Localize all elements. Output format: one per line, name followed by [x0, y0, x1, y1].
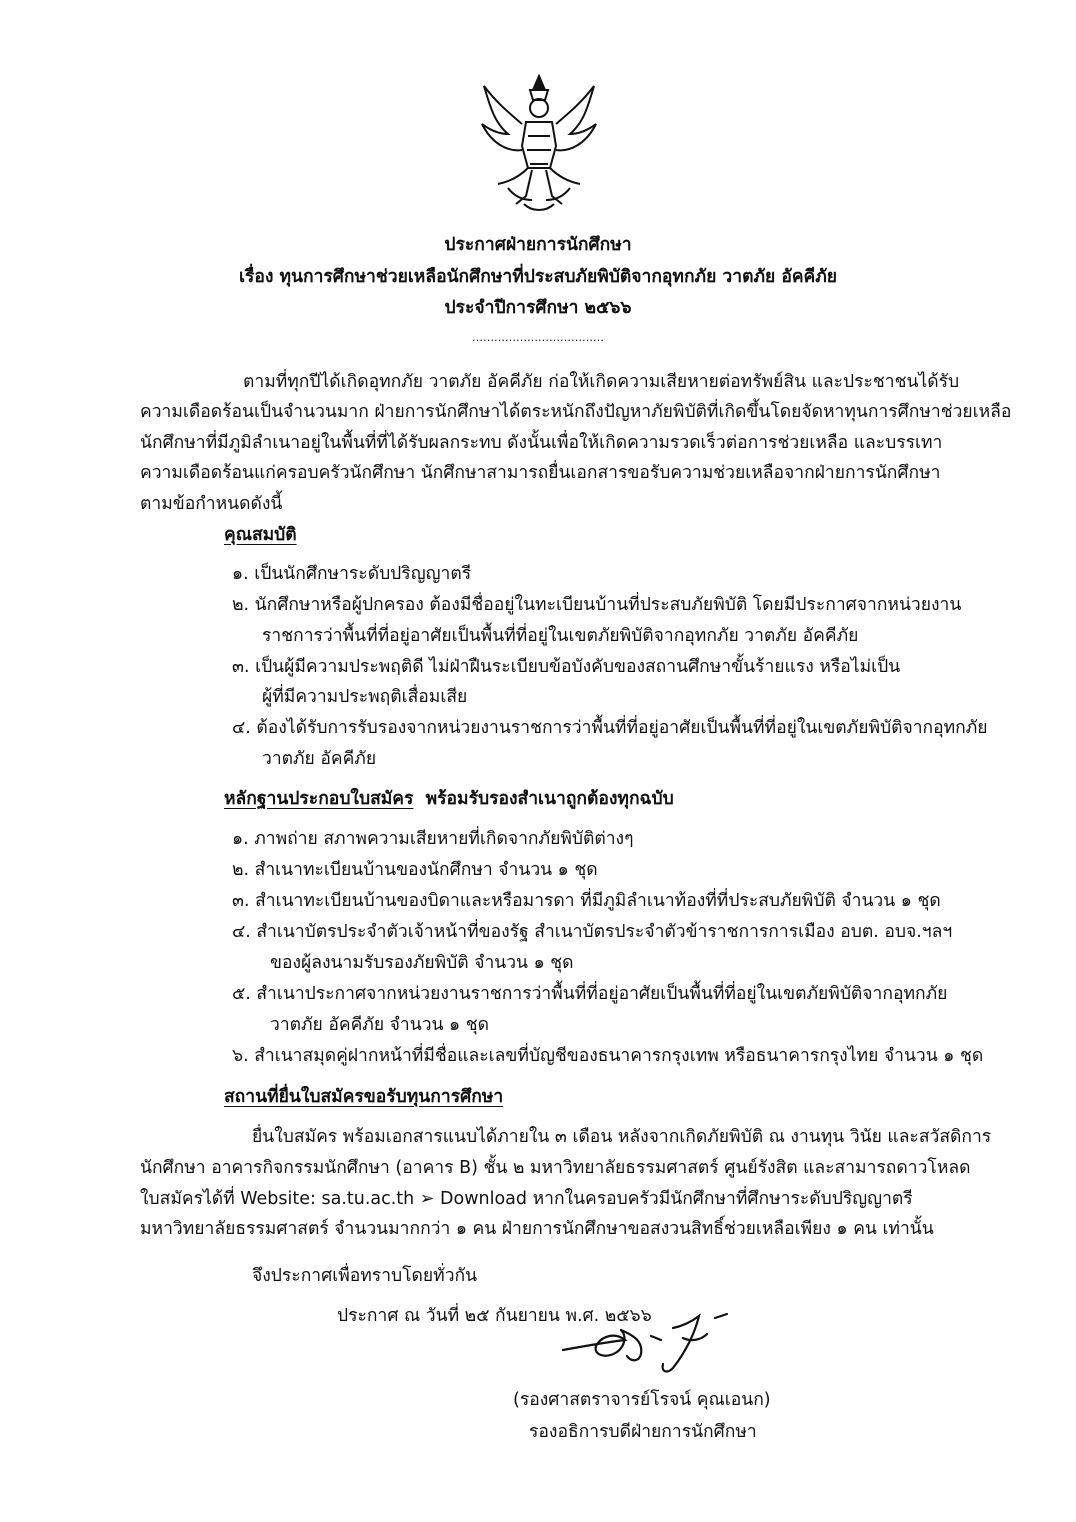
- location-line: ยื่นใบสมัคร พร้อมเอกสารแนบได้ภายใน ๓ เดือน หลังจากเกิดภัยพิบัติ ณ งานทุน วินัย และสวัสดิการ: [252, 1127, 992, 1147]
- qualification-item: ๒. นักศึกษาหรือผู้ปกครอง ต้องมีชื่ออยู่ในทะเบียนบ้านที่ประสบภัยพิบัติ โดยมีประกาศจากหน่วยงาน: [232, 595, 962, 615]
- header-subject: เรื่อง ทุนการศึกษาช่วยเหลือนักศึกษาที่ประสบภัยพิบัติจากอุทกภัย วาตภัย อัคคีภัย: [238, 267, 838, 287]
- qualification-item: ๑. เป็นนักศึกษาระดับปริญญาตรี: [232, 564, 472, 584]
- evidence-item: ๕. สำเนาประกาศจากหน่วยงานราชการว่าพื้นที่ที่อยู่อาศัยเป็นพื้นที่ที่อยู่ในเขตภัยพิบัติจากอุทกภัย: [232, 984, 948, 1004]
- intro-line: นักศึกษาที่มีภูมิลำเนาอยู่ในพื้นที่ที่ได้รับผลกระทบ ดังนั้นเพื่อให้เกิดความรวดเร็วต่อการช่วยเหลือ และบรรเทา: [140, 433, 943, 453]
- evidence-heading-row: [224, 791, 674, 809]
- qualifications-heading: คุณสมบัติ: [224, 525, 297, 545]
- intro-line: ตามที่ทุกปีได้เกิดอุทกภัย วาตภัย อัคคีภัย ก่อให้เกิดความเสียหายต่อทรัพย์สิน และประชาชนได้รับ: [243, 372, 960, 392]
- qualification-item: ๓. เป็นผู้มีความประพฤติดี ไม่ฝ่าฝืนระเบียบข้อบังคับของสถานศึกษาขั้นร้ายแรง หรือไม่เป็น: [232, 657, 901, 677]
- evidence-heading-suffix: พร้อมรับรองสำเนาถูกต้องทุกฉบับ: [425, 789, 674, 809]
- evidence-item: ๑. ภาพถ่าย สภาพความเสียหายที่เกิดจากภัยพิบัติต่างๆ: [232, 829, 634, 849]
- qualification-item-cont: ผู้ที่มีความประพฤติเสื่อมเสีย: [262, 687, 468, 707]
- evidence-item: ๖. สำเนาสมุดคู่ฝากหน้าที่มีชื่อและเลขที่บัญชีของธนาคารกรุงเทพ หรือธนาคารกรุงไทย จำนวน ๑ ชุด: [232, 1046, 984, 1066]
- header-year: ประจำปีการศึกษา ๒๕๖๖: [444, 298, 632, 318]
- location-heading: สถานที่ยื่นใบสมัครขอรับทุนการศึกษา: [224, 1087, 504, 1107]
- header-dots: ………………………………: [472, 331, 604, 344]
- intro-line: ความเดือดร้อนเป็นจำนวนมาก ฝ่ายการนักศึกษาได้ตระหนักถึงปัญหาภัยพิบัติที่เกิดขึ้นโดยจัดหาทุนการศึกษาช่วยเหลือ: [140, 402, 1012, 422]
- signer-title: รองอธิการบดีฝ่ายการนักศึกษา: [529, 1422, 757, 1442]
- header-line-1: ประกาศฝ่ายการนักศึกษา: [444, 235, 632, 255]
- intro-line: ตามข้อกำหนดดังนี้: [140, 494, 283, 514]
- location-line: มหาวิทยาลัยธรรมศาสตร์ จำนวนมากกว่า ๑ คน ฝ่ายการนักศึกษาขอสงวนสิทธิ์ช่วยเหลือเพียง ๑ คน เท่านั้น: [140, 1219, 934, 1239]
- signer-name: (รองศาสตราจารย์โรจน์ คุณเอนก): [513, 1390, 771, 1410]
- garuda-emblem-icon: [478, 72, 600, 222]
- evidence-item: ๔. สำเนาบัตรประจำตัวเจ้าหน้าที่ของรัฐ สำเนาบัตรประจำตัวข้าราชการการเมือง อบต. อบจ.ฯลฯ: [232, 922, 953, 942]
- location-line: นักศึกษา อาคารกิจกรรมนักศึกษา (อาคาร B) ชั้น ๒ มหาวิทยาลัยธรรมศาสตร์ ศูนย์รังสิต และสามารถดาวโหลด: [140, 1158, 971, 1178]
- intro-line: ความเดือดร้อนแก่ครอบครัวนักศึกษา นักศึกษาสามารถยื่นเอกสารขอรับความช่วยเหลือจากฝ่ายการนักศึกษา: [140, 463, 941, 483]
- location-line: ใบสมัครได้ที่ Website: sa.tu.ac.th ➢ Download หากในครอบครัวมีนักศึกษาที่ศึกษาระดับปริญญาตรี: [140, 1189, 913, 1209]
- closing-date: ประกาศ ณ วันที่ ๒๕ กันยายน พ.ศ. ๒๕๖๖: [337, 1306, 652, 1326]
- evidence-item: ๒. สำเนาทะเบียนบ้านของนักศึกษา จำนวน ๑ ชุด: [232, 860, 598, 880]
- evidence-item-cont: ของผู้ลงนามรับรองภัยพิบัติ จำนวน ๑ ชุด: [270, 953, 574, 973]
- evidence-item: ๓. สำเนาทะเบียนบ้านของบิดาและหรือมารดา ที่มีภูมิลำเนาท้องที่ที่ประสบภัยพิบัติ จำนวน ๑ ชุด: [232, 891, 941, 911]
- qualification-item: ๔. ต้องได้รับการรับรองจากหน่วยงานราชการว่าพื้นที่ที่อยู่อาศัยเป็นพื้นที่ที่อยู่ในเขตภัยพิบัติจากอุทกภัย: [232, 718, 988, 738]
- evidence-heading: หลักฐานประกอบใบสมัคร: [224, 789, 414, 809]
- qualification-item-cont: ราชการว่าพื้นที่ที่อยู่อาศัยเป็นพื้นที่ที่อยู่ในเขตภัยพิบัติจากอุทกภัย วาตภัย อัคคีภัย: [262, 626, 859, 646]
- qualification-item-cont: วาตภัย อัคคีภัย: [262, 749, 377, 769]
- evidence-item-cont: วาตภัย อัคคีภัย จำนวน ๑ ชุด: [270, 1015, 489, 1035]
- handwritten-signature: [555, 1302, 755, 1382]
- closing-announce: จึงประกาศเพื่อทราบโดยทั่วกัน: [252, 1266, 478, 1286]
